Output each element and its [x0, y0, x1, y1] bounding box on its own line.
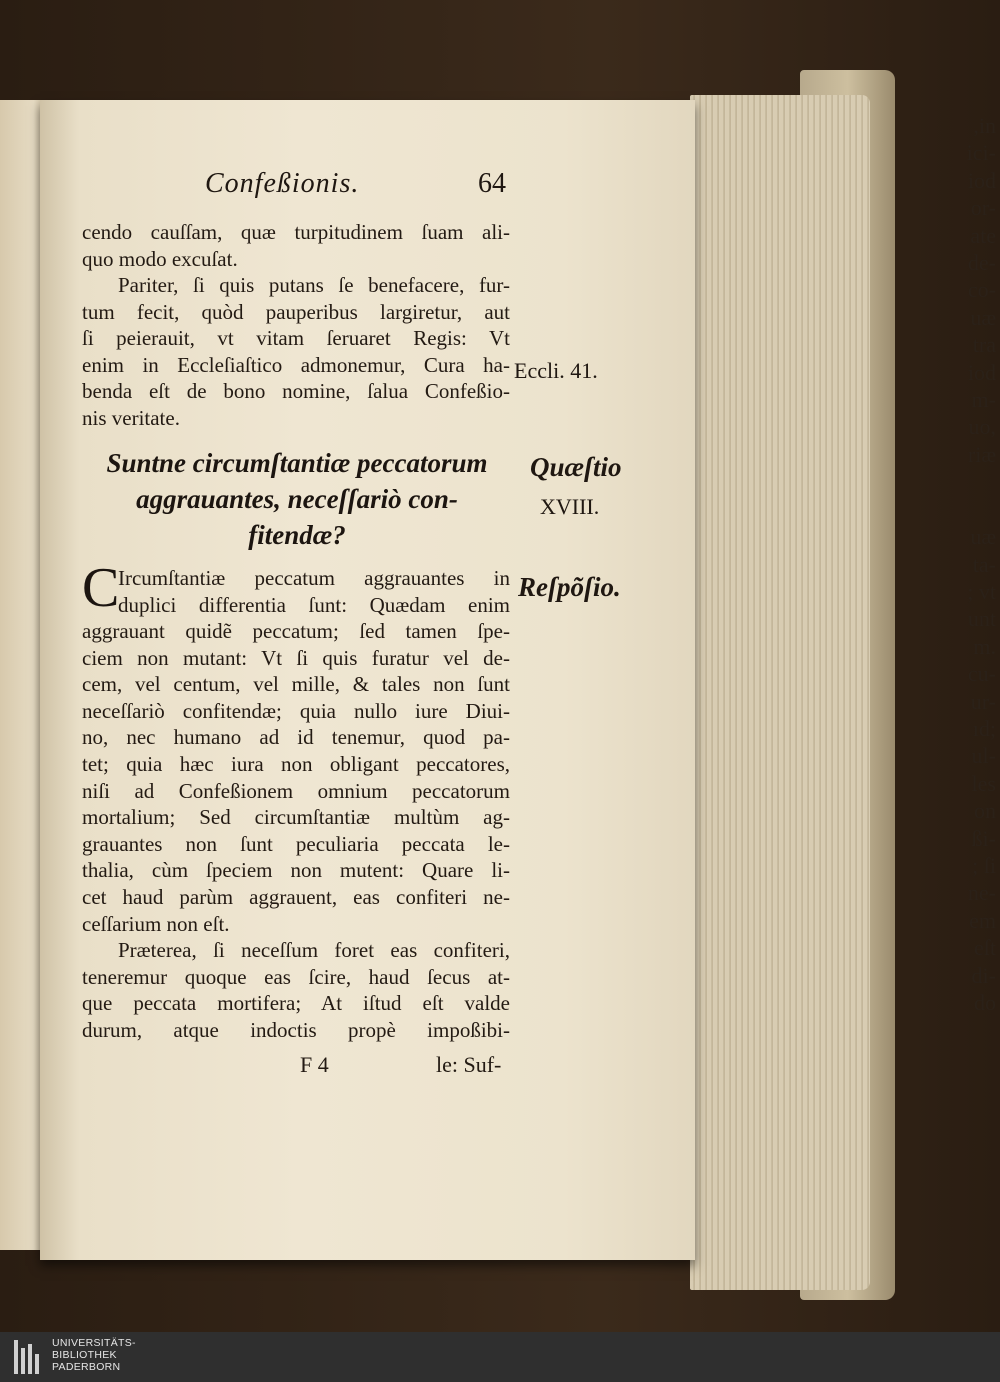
- answer-opening: [118, 565, 510, 618]
- left-page-fragment: de-: [967, 250, 996, 276]
- text-line: cendo cauſſam, quæ turpitudinem ſuam ali-: [82, 220, 510, 244]
- text-line: Præterea, ſi neceſſum foret eas confiteri,: [118, 938, 510, 962]
- text-line: quo modo excuſat.: [82, 246, 238, 271]
- text-line: tet; quia hæc iura non obligant peccatores,: [82, 751, 510, 776]
- left-page-fragment: les: [971, 770, 996, 796]
- left-page-fragment: di-: [971, 962, 996, 988]
- text-line: grauantes non ſunt peculiaria peccata le-: [82, 831, 510, 856]
- library-logo-icon: [14, 1340, 44, 1374]
- library-logo-text: [52, 1337, 136, 1373]
- left-page-fragment: ici-: [966, 140, 996, 166]
- text-line: ſi peierauit, vt vitam ſeruaret Regis: Vt: [82, 326, 510, 351]
- heading-line: Suntne circumſtantiæ peccatorum: [106, 448, 488, 478]
- library-footer: [0, 1332, 1000, 1382]
- margin-reference-eccli: Eccli. 41.: [514, 358, 598, 383]
- text-line: tum fecit, quòd pauperibus largiretur, aut: [82, 299, 510, 324]
- text-line: aggrauant quidẽ peccatum; ſed tamen ſpe-: [82, 619, 510, 643]
- left-page-fragment: ; vt: [967, 578, 996, 604]
- answer-body: [82, 618, 510, 937]
- text-line: durum, atque indoctis propè impoßibi-: [82, 1017, 510, 1042]
- running-head: Confeßionis.: [205, 168, 360, 199]
- text-line: no, nec humano ad id tenemur, quod pa-: [82, 725, 510, 750]
- text-line: cem, vel centum, vel mille, & tales non ſunt: [82, 672, 510, 697]
- text-line: thalia, cùm ſpeciem non mutent: Quare li-: [82, 858, 510, 883]
- left-page-fragment: iod: [967, 167, 996, 193]
- left-page-fragment: ate: [970, 222, 996, 248]
- left-page-fragment: eſt: [974, 935, 996, 961]
- left-page-fragment: m.: [973, 633, 996, 659]
- left-page-fragment: [967, 496, 996, 523]
- left-page-fragment: cu-: [967, 661, 996, 687]
- left-page-fragment: on: [974, 798, 996, 824]
- left-page-fragment: [967, 468, 996, 495]
- left-page-fragment: uæ: [970, 304, 996, 330]
- signature-mark: F 4: [300, 1052, 329, 1077]
- left-page-fragment: ta-: [972, 551, 996, 577]
- text-line: enim in Eccleſiaſtico admonemur, Cura ha-: [82, 352, 510, 377]
- logo-line: UNIVERSITÄTS-: [52, 1337, 136, 1349]
- logo-line: PADERBORN: [52, 1361, 121, 1373]
- left-page-fragment: unt: [967, 606, 996, 632]
- heading-line: fitendæ?: [248, 520, 346, 550]
- left-page-fragment: ıd;: [972, 715, 996, 741]
- left-page-fragment: ur-: [970, 688, 996, 714]
- text-line: Pariter, ſi quis putans ſe benefacere, fur-: [118, 273, 510, 297]
- paragraph-pariter: [82, 272, 510, 432]
- left-page-fragments: [967, 112, 996, 1016]
- left-page-fragment: ; ſi: [972, 852, 996, 878]
- question-heading: [82, 445, 512, 553]
- text-line: ceſſarium non eſt.: [82, 911, 230, 936]
- text-line: benda eſt de bono nomine, ſalua Confeßio-: [82, 379, 510, 404]
- paragraph-praeterea: [82, 937, 510, 1043]
- text-line: duplici differentia ſunt: Quædam enim: [118, 592, 510, 617]
- left-page-fragment: uo,: [968, 414, 996, 440]
- left-page-fragment: co-: [967, 277, 996, 303]
- left-page-fragment: ul-: [971, 743, 996, 769]
- text-line: neceſſariò confitendæ; quia nullo iure Diui-: [82, 698, 510, 723]
- text-line: cet haud parùm aggrauent, eas confiteri ne-: [82, 884, 510, 909]
- logo-line: BIBLIOTHEK: [52, 1349, 117, 1361]
- left-page-fragment: ne-: [967, 880, 996, 906]
- paragraph-continued: [82, 219, 510, 272]
- left-page-fragment: em: [969, 907, 996, 933]
- margin-response-label: Reſpõſio.: [518, 572, 621, 602]
- text-line: ciem non mutant: Vt ſi quis furatur vel de-: [82, 645, 510, 670]
- heading-line: aggrauantes, neceſſariò con-: [136, 484, 458, 514]
- left-page-fragment: ,in: [973, 113, 996, 138]
- margin-question-number: XVIII.: [540, 494, 600, 519]
- text-line: que peccata mortifera; At iſtud eſt valde: [82, 991, 510, 1016]
- left-page-fragment: do: [974, 990, 996, 1015]
- left-page-fragment: riæ: [967, 441, 996, 467]
- margin-question-label: Quæſtio: [530, 452, 622, 482]
- page-number: 64: [478, 168, 506, 199]
- catchword: le: Suf-: [436, 1052, 502, 1077]
- left-page-fragment: ßi-: [971, 825, 996, 851]
- left-page-fragment: iod: [967, 359, 996, 385]
- text-line: nis veritate.: [82, 405, 180, 430]
- text-line: niſi ad Confeßionem omnium peccatorum: [82, 778, 510, 803]
- page-edges: [690, 95, 870, 1290]
- left-page-fragment: or-: [970, 195, 996, 221]
- left-page-fragment: tra: [972, 332, 996, 358]
- text-line: teneremur quoque eas ſcire, haud ſecus at-: [82, 964, 510, 989]
- left-page-fragment: m-: [971, 387, 996, 413]
- left-page-fragment: uæ: [970, 524, 996, 550]
- drop-cap: C: [82, 557, 120, 619]
- text-line: Ircumſtantiæ peccatum aggrauantes in: [118, 566, 510, 590]
- text-line: mortalium; Sed circumſtantiæ multùm ag-: [82, 805, 510, 830]
